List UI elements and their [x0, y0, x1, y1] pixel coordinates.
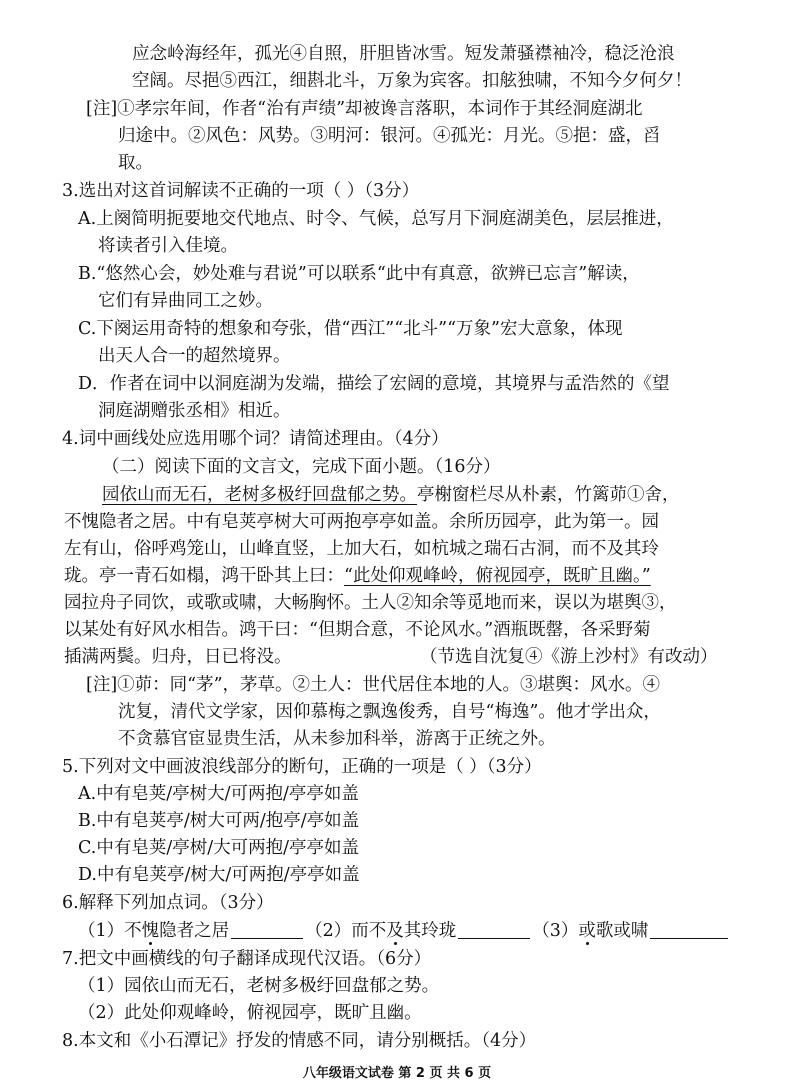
passage-line-4-start: 珑。亭一青石如榻，鸿干卧其上曰：: [64, 566, 344, 586]
passage-line-1-rest: 亭榭窗栏尽从朴素，竹篱茆①舍，: [417, 485, 680, 505]
passage-line-6: 以某处有好风水相告。鸿干曰：“但期合意，不论风水。”酒瓶既罄，各采野菊: [64, 620, 651, 640]
question-3-option-d-cont: 洞庭湖赠张丞相》相近。: [98, 401, 291, 421]
passage-line-1: [102, 481, 680, 509]
passage-line-2: 不愧隐者之居。中有皂荚亭树大可两抱亭亭如盖。余所历园亭，此为第一。园: [64, 512, 659, 532]
question-8-stem: 8.本文和《小石潭记》抒发的情感不同，请分别概括。（4分）: [62, 1031, 537, 1051]
passage-note-line-1: [注]①茆：同“茅”，茅草。②土人：世代居住本地的人。③堪舆：风水。④: [86, 675, 661, 695]
q6-item-3-post: 歌或啸: [595, 921, 649, 941]
question-3-option-c-cont: 出天人合一的超然境界。: [98, 346, 291, 366]
page-footer: 八年级语文试卷 第 2 页 共 6 页: [302, 1066, 492, 1081]
question-7-sentence-2: （2）此处仰观峰岭，俯视园亭，既旷且幽。: [78, 1003, 422, 1023]
passage-note-line-3: 不贪慕官宦显贵生活，从未参加科举，游离于正统之外。: [118, 729, 556, 749]
question-6-items: [78, 917, 730, 945]
passage-source: （节选自沈复④《游上沙村》有改动）: [420, 647, 718, 667]
question-5-option-d: D.中有皂荚亭/树大/可两抱/亭亭如盖: [78, 865, 360, 885]
poem-note-line-2: 归途中。②风色：风势。③明河：银河。④孤光：月光。⑤挹：盛，舀: [118, 126, 661, 146]
q6-item-2-dotted-word: 及: [386, 921, 404, 941]
question-5-option-b: B.中有皂荚亭/树大可两/抱亭/亭如盖: [78, 811, 360, 831]
q6-answer-blank-2[interactable]: [458, 920, 530, 939]
passage-line-4: [64, 562, 651, 590]
question-5-stem: 5.下列对文中画波浪线部分的断句，正确的一项是（ ）（3分）: [62, 757, 542, 777]
q6-item-1-dotted-word: 愧: [141, 921, 160, 941]
q6-item-2-pre: （2）而不: [305, 921, 387, 941]
q6-item-1-pre: （1）不: [78, 921, 142, 941]
poem-note-line-1: [注]①孝宗年间，作者“治有声绩”却被谗言落职，本词作于其经洞庭湖北: [86, 99, 643, 119]
question-6-stem: 6.解释下列加点词。（3分）: [62, 893, 274, 913]
question-3-option-d: D．作者在词中以洞庭湖为发端，描绘了宏阔的意境，其境界与孟浩然的《望: [78, 374, 670, 394]
question-3-option-b-cont: 它们有异曲同工之妙。: [98, 291, 273, 311]
passage-line-3: 左有山，俗呼鸡笼山，山峰直竖，上加大石，如杭城之瑞石古洞，而不及其玲: [64, 539, 659, 559]
passage-line-5: 园拉舟子同饮，或歌或啸，大畅胸怀。土人②知余等觅地而来，误以为堪舆③，: [64, 593, 677, 613]
question-3-option-b: B.“悠然心会，妙处难与君说”可以联系“此中有真意，欲辨已忘言”解读，: [78, 264, 640, 284]
question-3-option-c: C.下阕运用奇特的想象和夸张，借“西江”“北斗”“万象”宏大意象，体现: [78, 319, 623, 339]
q6-item-3-pre: （3）: [532, 921, 579, 941]
question-5-option-a: A.中有皂荚/亭树大/可两抱/亭亭如盖: [78, 784, 359, 804]
passage-note-line-2: 沈复，清代文学家，因仰慕梅之飘逸俊秀，自号“梅逸”。他才学出众，: [118, 702, 661, 722]
question-7-sentence-1: （1）园依山而无石，老树多极纡回盘郁之势。: [78, 976, 440, 996]
question-3-option-a: A.上阕简明扼要地交代地点、时令、气候，总写月下洞庭湖美色，层层推进，: [78, 209, 674, 229]
q6-answer-blank-1[interactable]: [231, 920, 303, 939]
underlined-sentence-2: “此处仰观峰岭，俯视园亭，既旷且幽。”: [344, 566, 651, 586]
section-2-title: （二）阅读下面的文言文，完成下面小题。（16分）: [102, 457, 501, 477]
q6-item-2-post: 其玲珑: [403, 921, 457, 941]
question-4-stem: 4.词中画线处应选用哪个词？请简述理由。（4分）: [62, 429, 449, 449]
poem-line-1: 应念岭海经年，孤光④自照，肝胆皆冰雪。短发萧骚襟袖冷，稳泛沧浪: [132, 44, 675, 64]
question-3-option-a-cont: 将读者引入佳境。: [98, 236, 238, 256]
question-7-stem: 7.把文中画横线的句子翻译成现代汉语。（6分）: [62, 949, 432, 969]
underlined-sentence-1: 园依山而无石，老树多极纡回盘郁之势。: [102, 485, 417, 505]
question-5-option-c: C.中有皂荚/亭树/大可两抱/亭亭如盖: [78, 838, 360, 858]
question-3-stem: 3.选出对这首词解读不正确的一项（ ）（3分）: [62, 181, 420, 201]
passage-line-7: 插满两鬓。归舟，日已将没。: [64, 647, 292, 667]
q6-answer-blank-3[interactable]: [650, 920, 728, 939]
poem-note-line-3: 取。: [118, 153, 153, 173]
poem-line-2: 空阔。尽挹⑤西江，细斟北斗，万象为宾客。扣舷独啸，不知今夕何夕！: [132, 71, 692, 91]
q6-item-3-dotted-word: 或: [578, 921, 596, 941]
q6-item-1-post: 隐者之居: [159, 921, 230, 941]
